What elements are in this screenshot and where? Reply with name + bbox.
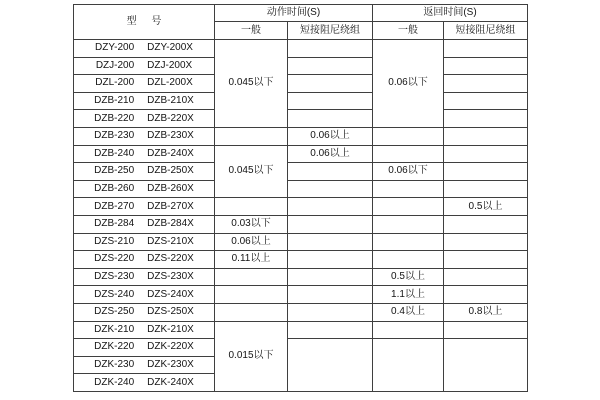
act-damped-cell [288,163,373,181]
act-general-cell [215,198,288,216]
model-cell [74,110,215,128]
table-row [74,75,528,93]
model-code-b: DZY-200X [147,42,193,54]
ret-damped-cell [444,339,528,392]
model-code-b: DZB-260X [147,183,194,195]
model-code-a: DZS-230 [94,271,135,283]
model-code-a: DZB-240 [94,147,135,159]
table-row [74,339,528,357]
model-code-a: DZB-284 [94,218,135,230]
model-cell [74,251,215,269]
model-code-a: DZB-230 [94,130,135,142]
model-code-b: DZS-250X [147,306,194,318]
model-code-b: DZJ-200X [147,59,193,71]
ret-damped-cell [444,110,528,128]
model-cell [74,57,215,75]
model-code-b: DZB-210X [147,95,194,107]
ret-general-cell [373,215,444,233]
act-damped-cell [288,75,373,93]
model-cell [74,374,215,392]
ret-general-cell: 0.4以上 [373,303,444,321]
model-code-a: DZS-220 [94,253,135,265]
table-row [74,268,528,286]
act-damped-cell [288,110,373,128]
act-general-cell: 0.045以下 [215,40,288,128]
ret-damped-cell [444,215,528,233]
model-code-b: DZB-220X [147,112,194,124]
model-code-a: DZK-240 [94,376,135,388]
model-cell [74,233,215,251]
act-general-cell [215,127,288,145]
model-cell [74,92,215,110]
model-code-b: DZB-284X [147,218,194,230]
model-code-a: DZB-250 [94,165,135,177]
model-cell [74,75,215,93]
ret-general-cell: 0.06以下 [373,40,444,128]
model-code-b: DZK-230X [147,358,194,370]
ret-damped-cell [444,286,528,304]
act-damped-cell [288,321,373,339]
table-row [74,92,528,110]
ret-damped-cell [444,268,528,286]
table-row [74,303,528,321]
ret-general-cell: 1.1以上 [373,286,444,304]
model-code-a: DZJ-200 [95,59,135,71]
model-cell [74,127,215,145]
model-code-b: DZS-240X [147,288,194,300]
act-damped-cell: 0.06以上 [288,127,373,145]
header-return-time: 返回时间(S) [373,5,528,22]
model-code-b: DZS-230X [147,271,194,283]
ret-general-cell [373,339,444,392]
model-cell [74,40,215,58]
table-row [74,127,528,145]
model-code-b: DZB-250X [147,165,194,177]
model-cell [74,145,215,163]
header-action-general: 一般 [215,22,288,40]
model-code-b: DZK-240X [147,376,194,388]
model-code-a: DZK-230 [94,358,135,370]
model-cell [74,356,215,374]
act-damped-cell [288,198,373,216]
ret-damped-cell [444,40,528,58]
act-damped-cell [288,251,373,269]
act-general-cell: 0.11以上 [215,251,288,269]
model-cell [74,321,215,339]
model-cell [74,163,215,181]
model-cell [74,339,215,357]
model-code-b: DZK-210X [147,323,194,335]
table-row [74,251,528,269]
ret-general-cell [373,251,444,269]
model-code-a: DZS-210 [94,235,135,247]
ret-damped-cell [444,92,528,110]
table-row [74,233,528,251]
act-general-cell [215,286,288,304]
ret-damped-cell [444,321,528,339]
act-damped-cell [288,268,373,286]
header-return-damped: 短接阻尼绕组 [444,22,528,40]
ret-damped-cell [444,57,528,75]
table-row [74,40,528,58]
model-code-b: DZB-270X [147,200,194,212]
model-code-a: DZL-200 [95,77,135,89]
header-return-general: 一般 [373,22,444,40]
model-code-b: DZS-210X [147,235,194,247]
model-cell [74,215,215,233]
table-row [74,286,528,304]
act-damped-cell [288,180,373,198]
ret-damped-cell [444,251,528,269]
model-code-b: DZB-230X [147,130,194,142]
ret-damped-cell [444,127,528,145]
act-damped-cell [288,339,373,392]
spec-table [73,4,528,392]
model-cell [74,268,215,286]
ret-damped-cell [444,145,528,163]
act-general-cell: 0.06以上 [215,233,288,251]
ret-general-cell [373,233,444,251]
model-cell [74,180,215,198]
model-cell [74,303,215,321]
model-code-a: DZS-240 [94,288,135,300]
header-action-damped: 短接阻尼绕组 [288,22,373,40]
model-code-b: DZL-200X [147,77,193,89]
header-action-time: 动作时间(S) [215,5,373,22]
act-damped-cell: 0.06以上 [288,145,373,163]
table-row [74,321,528,339]
table-row [74,110,528,128]
table-row [74,145,528,163]
ret-damped-cell: 0.8以上 [444,303,528,321]
ret-general-cell: 0.06以下 [373,163,444,181]
ret-general-cell [373,145,444,163]
model-cell [74,198,215,216]
model-code-b: DZB-240X [147,147,194,159]
ret-damped-cell: 0.5以上 [444,198,528,216]
act-damped-cell [288,215,373,233]
ret-damped-cell [444,233,528,251]
model-code-a: DZB-220 [94,112,135,124]
act-general-cell [215,303,288,321]
header-model: 型 号 [74,5,215,40]
model-code-a: DZB-270 [94,200,135,212]
ret-general-cell [373,321,444,339]
ret-general-cell [373,127,444,145]
table-row [74,198,528,216]
act-general-cell: 0.045以下 [215,145,288,198]
table-row [74,180,528,198]
model-code-a: DZS-250 [94,306,135,318]
act-general-cell [215,268,288,286]
table-row [74,215,528,233]
ret-damped-cell [444,163,528,181]
ret-damped-cell [444,75,528,93]
model-code-a: DZB-210 [94,95,135,107]
ret-damped-cell [444,180,528,198]
ret-general-cell: 0.5以上 [373,268,444,286]
act-damped-cell [288,286,373,304]
act-damped-cell [288,57,373,75]
act-general-cell: 0.015以下 [215,321,288,391]
model-code-a: DZK-210 [94,323,135,335]
model-code-a: DZK-220 [94,341,135,353]
act-damped-cell [288,40,373,58]
model-code-a: DZB-260 [94,183,135,195]
act-damped-cell [288,233,373,251]
act-general-cell: 0.03以下 [215,215,288,233]
table-row [74,57,528,75]
model-code-b: DZK-220X [147,341,194,353]
model-code-b: DZS-220X [147,253,194,265]
ret-general-cell [373,180,444,198]
model-cell [74,286,215,304]
act-damped-cell [288,303,373,321]
table-row [74,163,528,181]
act-damped-cell [288,92,373,110]
model-code-a: DZY-200 [95,42,135,54]
ret-general-cell [373,198,444,216]
